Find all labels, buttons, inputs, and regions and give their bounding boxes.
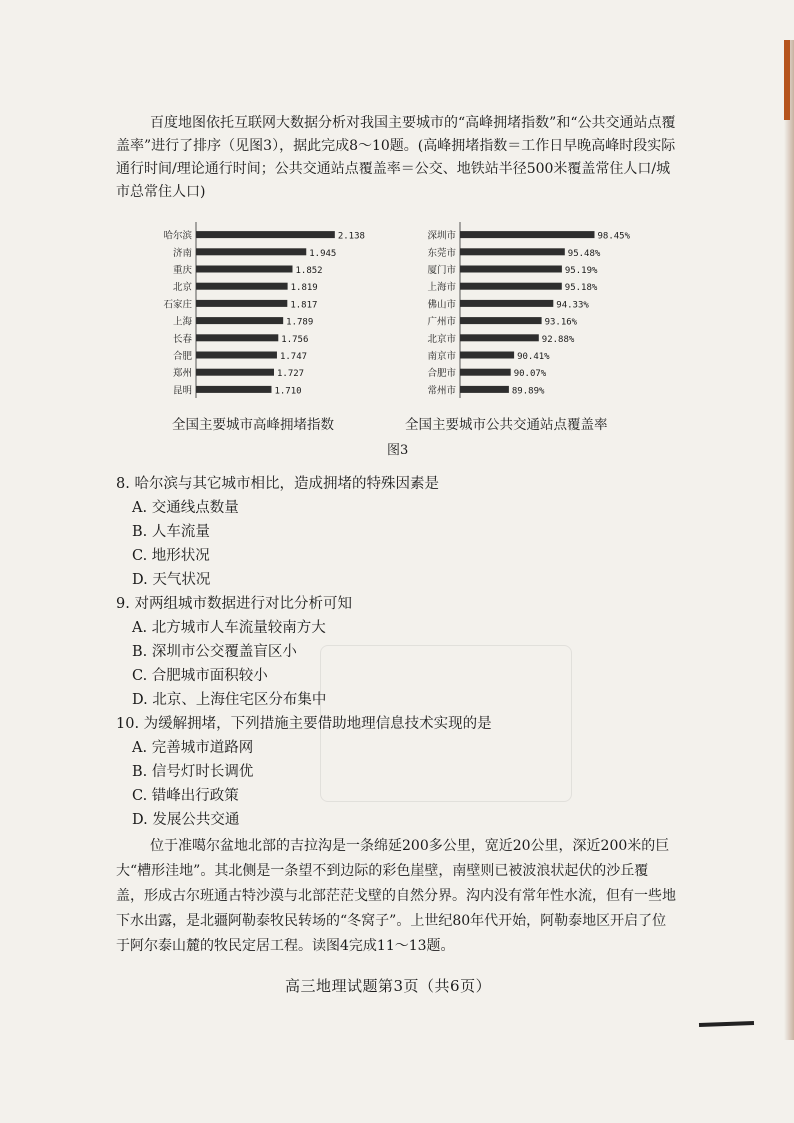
bar — [460, 231, 595, 238]
question-10 — [116, 712, 676, 832]
value-label: 90.07% — [513, 369, 547, 380]
option-c: C. 合肥城市面积较小 — [132, 668, 268, 684]
option-a: A. 北方城市人车流量较南方大 — [132, 620, 326, 636]
figure-3-charts — [150, 218, 650, 408]
bar — [196, 231, 335, 238]
page-edge-shadow — [784, 40, 794, 1040]
category-label: 昆明 — [172, 385, 192, 397]
category-label: 北京市 — [427, 333, 456, 345]
category-label: 重庆 — [172, 265, 192, 276]
question-stem: 8. 哈尔滨与其它城市相比，造成拥堵的特殊因素是 — [116, 476, 439, 492]
bar — [196, 334, 278, 341]
value-label: 90.41% — [517, 352, 550, 362]
category-label: 石家庄 — [163, 299, 192, 311]
category-label: 济南 — [172, 247, 192, 259]
value-label: 2.138 — [337, 231, 365, 242]
question-stem: 10. 为缓解拥堵，下列措施主要借助地理信息技术实现的是 — [116, 716, 492, 732]
value-label: 93.16% — [544, 317, 578, 328]
value-label: 1.819 — [290, 283, 318, 294]
question-8 — [116, 472, 676, 592]
value-label: 95.18% — [564, 283, 598, 294]
value-label: 1.945 — [309, 248, 337, 259]
transit-coverage-chart — [412, 218, 652, 408]
category-label: 广州市 — [427, 316, 456, 328]
bar — [196, 369, 274, 376]
bar — [460, 317, 542, 324]
bar — [196, 352, 277, 359]
bar — [460, 369, 511, 376]
value-label: 1.852 — [295, 266, 323, 276]
bar — [196, 248, 306, 255]
value-label: 1.727 — [276, 369, 305, 380]
value-label: 94.33% — [556, 300, 589, 311]
value-label: 98.45% — [597, 231, 631, 242]
category-label: 南京市 — [427, 351, 456, 362]
category-label: 上海 — [172, 316, 192, 328]
option-d: D. 发展公共交通 — [132, 812, 240, 828]
bar — [196, 386, 271, 393]
transit-coverage-svg — [412, 218, 652, 408]
option-a: A. 交通线点数量 — [132, 500, 239, 516]
option-d: D. 天气状况 — [132, 572, 211, 588]
bar — [460, 386, 509, 393]
value-label: 1.789 — [286, 317, 314, 328]
bar — [196, 300, 287, 307]
figure-label: 图3 — [387, 443, 409, 458]
category-label: 北京 — [172, 282, 192, 294]
congestion-index-svg — [150, 218, 390, 408]
option-c: C. 地形状况 — [132, 548, 210, 564]
value-label: 1.817 — [290, 300, 318, 311]
page-edge-mark — [784, 40, 790, 120]
intro-paragraph: 百度地图依托互联网大数据分析对我国主要城市的“高峰拥堵指数”和“公共交通站点覆盖率”进行了排序（见图3），据此完成8～10题。(高峰拥堵指数＝工作日早晚高峰时段实际通行时间/理论通行时间；公共交通站点覆盖率＝公交、地铁站半径500米覆盖常住人口/城市总常住人口) — [116, 115, 676, 200]
category-label: 常州市 — [427, 385, 456, 397]
value-label: 95.48% — [567, 248, 601, 259]
coverage-chart-title: 全国主要城市公共交通站点覆盖率 — [405, 417, 608, 433]
value-label: 1.747 — [279, 352, 308, 362]
option-c: C. 错峰出行政策 — [132, 788, 239, 804]
value-label: 95.19% — [564, 266, 598, 276]
option-d: D. 北京、上海住宅区分布集中 — [132, 692, 327, 708]
category-label: 哈尔滨 — [163, 230, 192, 242]
option-a: A. 完善城市道路网 — [132, 740, 254, 756]
option-b: B. 人车流量 — [132, 524, 210, 540]
bar — [196, 266, 292, 273]
category-label: 厦门市 — [427, 265, 456, 276]
value-label: 1.756 — [281, 334, 309, 345]
value-label: 89.89% — [511, 386, 545, 397]
value-label: 92.88% — [541, 334, 575, 345]
bar — [460, 300, 553, 307]
bar — [460, 334, 539, 341]
category-label: 合肥 — [172, 351, 192, 362]
option-b: B. 深圳市公交覆盖盲区小 — [132, 644, 297, 660]
category-label: 深圳市 — [427, 230, 456, 242]
category-label: 东莞市 — [427, 247, 456, 259]
bar — [460, 248, 565, 255]
bar — [460, 266, 562, 273]
congestion-chart-title: 全国主要城市高峰拥堵指数 — [172, 417, 334, 433]
question-9 — [116, 592, 676, 712]
bar — [460, 283, 562, 290]
category-label: 佛山市 — [427, 299, 456, 311]
option-b: B. 信号灯时长调优 — [132, 764, 254, 780]
bar — [196, 283, 288, 290]
scan-edge-mark — [699, 1021, 754, 1027]
page-footer: 高三地理试题第3页（共6页） — [285, 977, 492, 995]
congestion-index-chart — [150, 218, 390, 408]
category-label: 上海市 — [427, 282, 456, 294]
passage-paragraph: 位于准噶尔盆地北部的吉拉沟是一条绵延200多公里，宽近20公里，深近200米的巨大“槽形洼地”。其北侧是一条望不到边际的彩色崖壁，南壁则已被波浪状起伏的沙丘覆盖，形成古尔班通古特沙漠与北部茫茫戈壁的自然分界。沟内没有常年性水流，但有一些地下水出露，是北疆阿勒泰牧民转场的“冬窝子”。上世纪80年代开始，阿勒泰地区开启了位于阿尔泰山麓的牧民定居工程。读图4完成11～13题。 — [116, 838, 676, 954]
category-label: 郑州 — [172, 368, 192, 380]
category-label: 合肥市 — [427, 368, 456, 380]
value-label: 1.710 — [274, 386, 302, 397]
bar — [196, 317, 283, 324]
bar — [460, 352, 514, 359]
question-list — [116, 472, 676, 832]
question-stem: 9. 对两组城市数据进行对比分析可知 — [116, 596, 352, 612]
category-label: 长春 — [172, 333, 192, 345]
